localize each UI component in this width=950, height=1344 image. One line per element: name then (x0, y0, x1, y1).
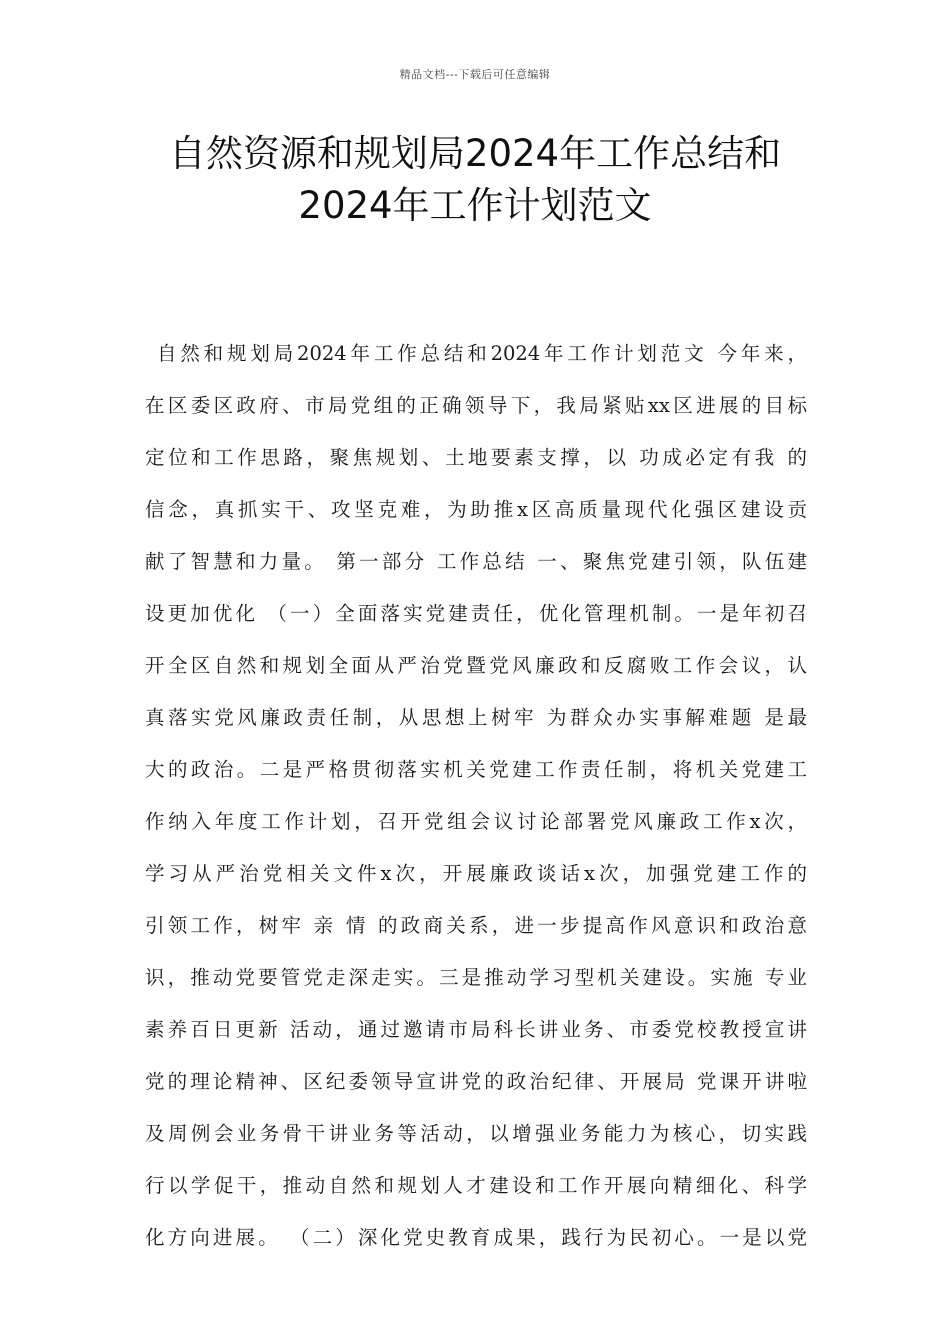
body-line: 设更加优化 （一）全面落实党建责任，优化管理机制。一是年初召 (145, 602, 807, 625)
body-line: 作纳入年度工作计划，召开党组会议讨论部署党风廉政工作x次， (145, 810, 807, 833)
body-line: 大的政治。二是严格贯彻落实机关党建工作责任制，将机关党建工 (145, 758, 807, 781)
body-line: 定位和工作思路，聚焦规划、土地要素支撑，以 功成必定有我 的 (145, 446, 807, 469)
body-line: 行以学促干，推动自然和规划人才建设和工作开展向精细化、科学 (145, 1174, 807, 1197)
body-line: 自然和规划局2024年工作总结和2024年工作计划范文 今年来， (157, 342, 807, 365)
body-line: 化方向进展。 （二）深化党史教育成果，践行为民初心。一是以党 (145, 1226, 807, 1249)
body-line: 开全区自然和规划全面从严治党暨党风廉政和反腐败工作会议，认 (145, 654, 807, 677)
body-line: 真落实党风廉政责任制，从思想上树牢 为群众办实事解难题 是最 (145, 706, 807, 729)
header-note: 精品文档---下载后可任意编辑 (399, 68, 551, 81)
body-line: 及周例会业务骨干讲业务等活动，以增强业务能力为核心，切实践 (145, 1122, 807, 1145)
body-line: 学习从严治党相关文件x次，开展廉政谈话x次，加强党建工作的 (145, 862, 807, 885)
body-line: 识，推动党要管党走深走实。三是推动学习型机关建设。实施 专业 (145, 966, 807, 989)
body-line: 党的理论精神、区纪委领导宣讲党的政治纪律、开展局 党课开讲啦 (145, 1070, 807, 1093)
title-line-2: 2024年工作计划范文 (298, 184, 652, 227)
body-line: 信念，真抓实干、攻坚克难，为助推x区高质量现代化强区建设贡 (145, 498, 807, 521)
title-line-1: 自然资源和规划局2024年工作总结和 (168, 132, 782, 175)
body-line: 献了智慧和力量。 第一部分 工作总结 一、聚焦党建引领，队伍建 (145, 550, 807, 573)
body-line: 在区委区政府、市局党组的正确领导下，我局紧贴xx区进展的目标 (145, 394, 807, 417)
document-title (120, 128, 830, 232)
body-line: 引领工作，树牢 亲 情 的政商关系，进一步提高作风意识和政治意 (145, 914, 807, 937)
body-line: 素养百日更新 活动，通过邀请市局科长讲业务、市委党校教授宣讲 (145, 1018, 807, 1041)
document-body (145, 328, 807, 1264)
